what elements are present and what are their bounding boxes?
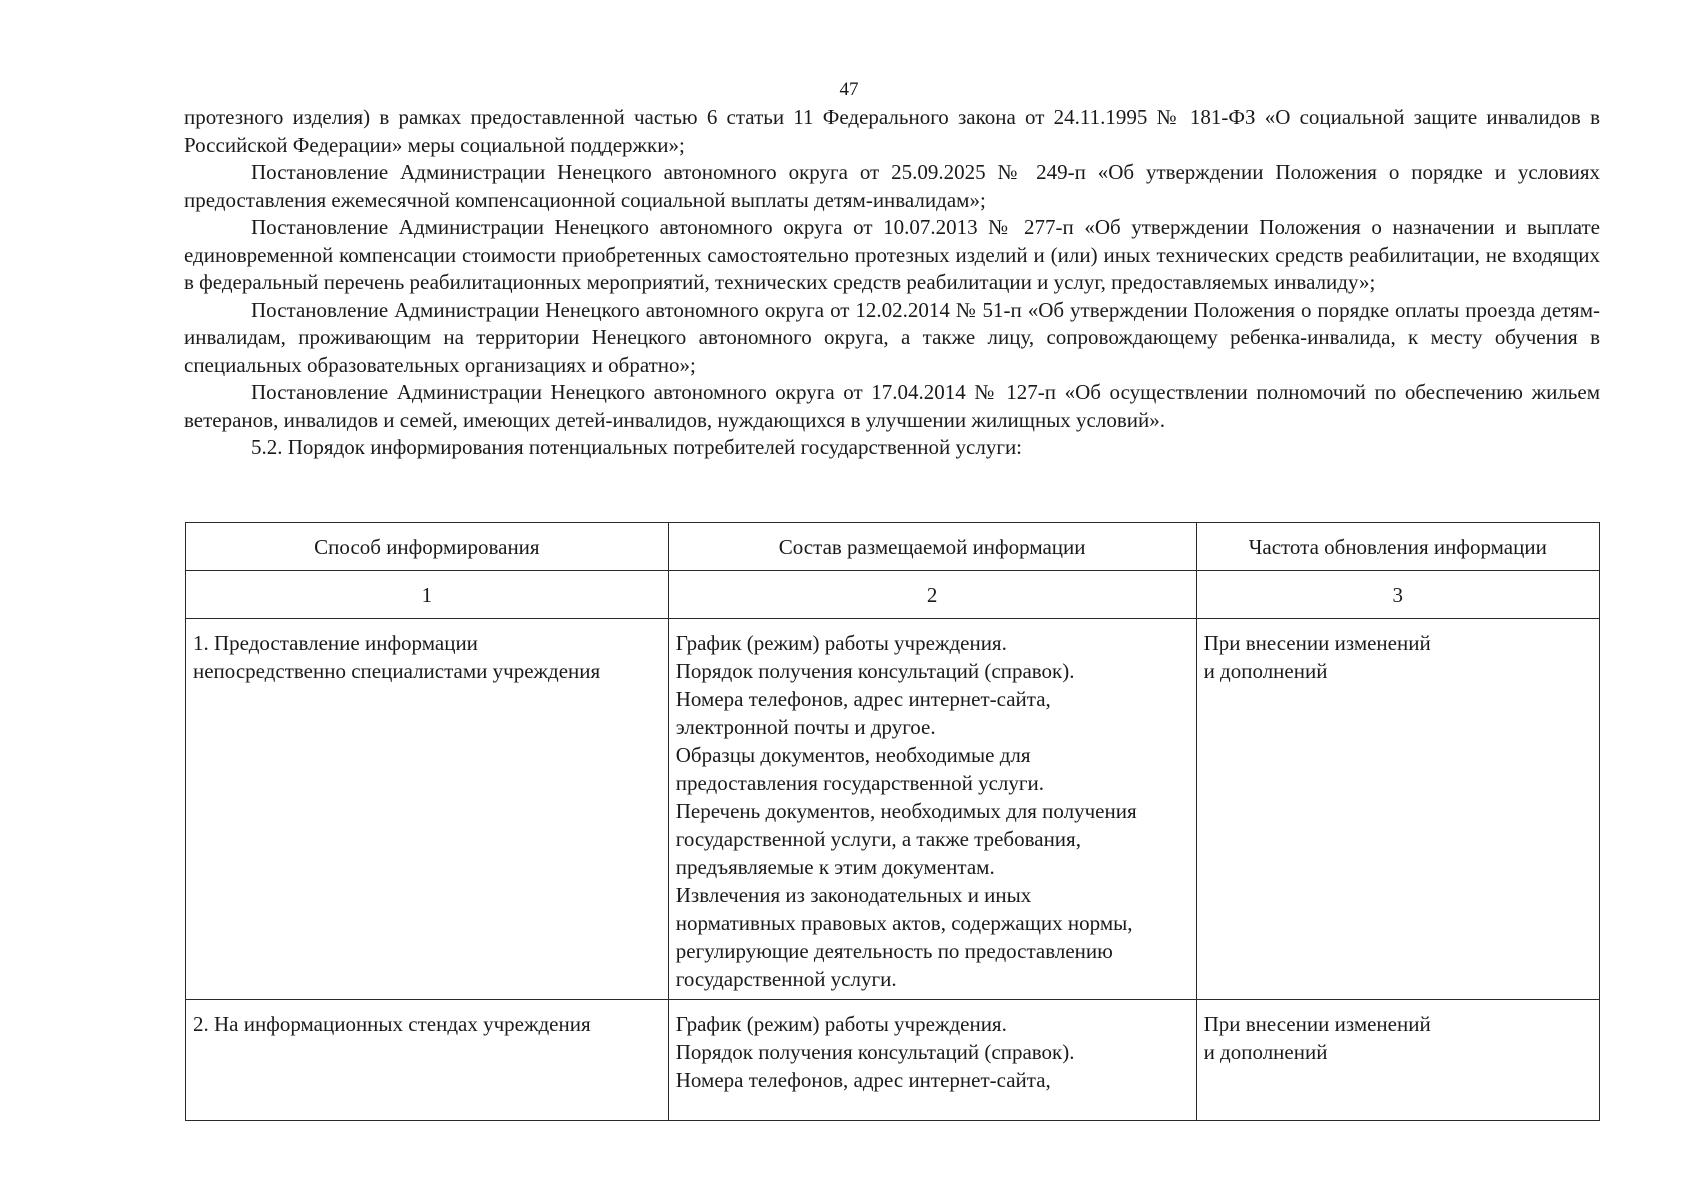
cell-frequency xyxy=(1196,1000,1599,1121)
section-heading-5-2: 5.2. Порядок информирования потенциальных потребителей государственной услуги: xyxy=(251,435,1023,459)
table-number-row xyxy=(186,571,1600,619)
header-method: Способ информирования xyxy=(186,523,669,571)
text-line: Номера телефонов, адрес интернет-сайта, xyxy=(675,687,1051,711)
text-line: и дополнений xyxy=(1203,1040,1328,1064)
text-line: регулирующие деятельность по предоставлению xyxy=(675,939,1113,963)
paragraph-resolution-249: Постановление Администрации Ненецкого автономного округа от 25.09.2025 № 249-п «Об утверждении Положения о порядке и условиях предоставления ежемесячной компенсационной социальной выплаты детям-инвалидам»; xyxy=(184,160,1600,212)
text-line: График (режим) работы учреждения. xyxy=(675,631,1007,655)
text-line: Извлечения из законодательных и иных xyxy=(675,883,1032,907)
text-line: непосредственно специалистами учреждения xyxy=(193,659,601,683)
paragraph-resolution-51: Постановление Администрации Ненецкого автономного округа от 12.02.2014 № 51-п «Об утверждении Положения о порядке оплаты проезда детям-инвалидам, проживающим на территории Ненецкого автономного округа, а также лицу, сопровождающему ребенка-инвалида, к месту обучения в специальных образовательных организациях и обратно»; xyxy=(184,297,1600,377)
text-line: предъявляемые к этим документам. xyxy=(675,855,995,879)
text-line: государственной услуги, а также требования, xyxy=(675,827,1081,851)
column-number-1: 1 xyxy=(186,571,669,619)
text-line: При внесении изменений xyxy=(1203,1012,1431,1036)
text-line: Образцы документов, необходимые для xyxy=(675,743,1031,767)
header-content: Состав размещаемой информации xyxy=(668,523,1196,571)
cell-content xyxy=(668,1000,1196,1121)
text-line: 2. На информационных стендах учреждения xyxy=(193,1012,591,1036)
text-line: Порядок получения консультаций (справок). xyxy=(675,659,1075,683)
table-row xyxy=(186,619,1600,1000)
paragraph-resolution-277: Постановление Администрации Ненецкого автономного округа от 10.07.2013 № 277-п «Об утверждении Положения о назначении и выплате единовременной компенсации стоимости приобретенных самостоятельно протезных изделий и (или) иных технических средств реабилитации, не входящих в федеральный перечень реабилитационных мероприятий, технических средств реабилитации и услуг, предоставляемых инвалиду»; xyxy=(184,215,1600,294)
information-table xyxy=(185,522,1600,1121)
paragraph-continuation: протезного изделия) в рамках предоставленной частью 6 статьи 11 Федерального закона от 24.11.1995 № 181-ФЗ «О социальной защите инвалидов в Российской Федерации» меры социальной поддержки»; xyxy=(184,105,1600,157)
text-line: электронной почты и другое. xyxy=(675,715,936,739)
column-number-2: 2 xyxy=(668,571,1196,619)
text-line: предоставления государственной услуги. xyxy=(675,771,1044,795)
text-line: График (режим) работы учреждения. xyxy=(675,1012,1007,1036)
text-line: Номера телефонов, адрес интернет-сайта, xyxy=(675,1068,1051,1092)
table-header-row xyxy=(186,523,1600,571)
text-line: Порядок получения консультаций (справок). xyxy=(675,1040,1075,1064)
table-row xyxy=(186,1000,1600,1121)
cell-method xyxy=(186,1000,669,1121)
cell-content xyxy=(668,619,1196,1000)
paragraph-resolution-127: Постановление Администрации Ненецкого автономного округа от 17.04.2014 № 127-п «Об осуществлении полномочий по обеспечению жильем ветеранов, инвалидов и семей, имеющих детей-инвалидов, нуждающихся в улучшении жилищных условий». xyxy=(184,380,1600,432)
text-line: При внесении изменений xyxy=(1203,631,1431,655)
page-number: 47 xyxy=(839,79,859,100)
text-line: и дополнений xyxy=(1203,659,1328,683)
text-line: 1. Предоставление информации xyxy=(193,631,478,655)
cell-frequency xyxy=(1196,619,1599,1000)
column-number-3: 3 xyxy=(1196,571,1599,619)
text-line: государственной услуги. xyxy=(675,967,897,991)
document-body xyxy=(184,104,1600,462)
cell-method xyxy=(186,619,669,1000)
text-line: Перечень документов, необходимых для получения xyxy=(675,799,1137,823)
text-line: нормативных правовых актов, содержащих нормы, xyxy=(675,911,1133,935)
header-frequency: Частота обновления информации xyxy=(1196,523,1599,571)
